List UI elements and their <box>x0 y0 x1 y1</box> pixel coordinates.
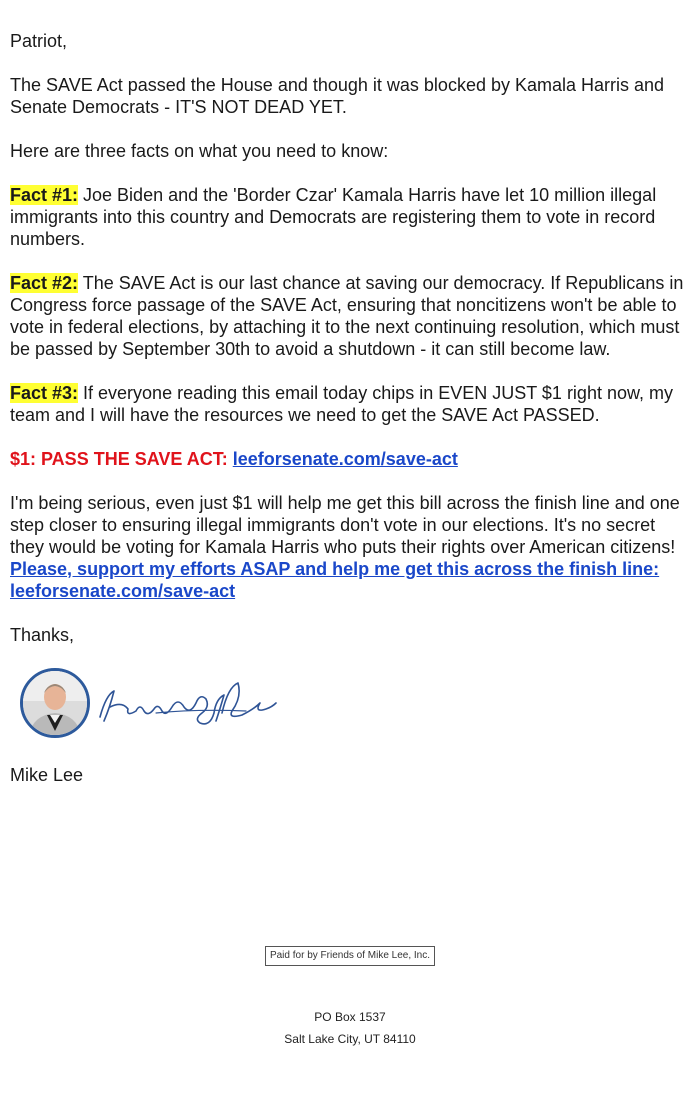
support-link[interactable]: Please, support my efforts ASAP and help me get this across the finish line: <box>10 559 660 579</box>
fact-3-text: If everyone reading this email today chips in EVEN JUST $1 right now, my team and I will have the resources we need to get the SAVE Act PASSED. <box>10 383 673 425</box>
address-line-1: PO Box 1537 <box>314 1010 386 1024</box>
fact-3 <box>10 382 690 426</box>
fact-3-label: Fact #3: <box>10 383 79 403</box>
fact-2 <box>10 272 690 360</box>
cta-link[interactable]: leeforsenate.com/save-act <box>232 449 458 469</box>
avatar <box>20 668 90 738</box>
greeting: Patriot, <box>10 31 68 51</box>
closing: Thanks, <box>10 625 75 645</box>
appeal-text: I'm being serious, even just $1 will help me get this bill across the finish line and one step closer to ensuring illegal immigrants don't vote in our elections. It's no secret they would be voting for Kamala Harris who puts their rights over American citizens! <box>10 493 680 557</box>
portrait-photo-icon <box>23 671 87 735</box>
support-url-link[interactable]: leeforsenate.com/save-act <box>10 581 236 601</box>
signature-icon <box>96 673 281 733</box>
cta-label: $1: PASS THE SAVE ACT: <box>10 449 228 469</box>
signature-block <box>20 668 690 738</box>
fact-1 <box>10 184 690 250</box>
sender-name: Mike Lee <box>10 765 84 785</box>
appeal-paragraph <box>10 492 690 602</box>
fact-2-text: The SAVE Act is our last chance at saving our democracy. If Republicans in Congress force passage of the SAVE Act, ensuring that noncitizens won't be able to vote in federal elections, by attaching it to the next continuing resolution, which must be passed by September 30th to avoid a shutdown - it can still become law. <box>10 273 684 359</box>
paid-for-disclaimer: Paid for by Friends of Mike Lee, Inc. <box>265 946 435 966</box>
intro-paragraph: The SAVE Act passed the House and though it was blocked by Kamala Harris and Senate Democrats - IT'S NOT DEAD YET. <box>10 75 665 117</box>
fact-1-text: Joe Biden and the 'Border Czar' Kamala Harris have let 10 million illegal immigrants into this country and Democrats are registering them to vote in record numbers. <box>10 185 657 249</box>
address-line-2: Salt Lake City, UT 84110 <box>284 1032 416 1046</box>
fact-2-label: Fact #2: <box>10 273 79 293</box>
footer <box>0 943 700 1050</box>
cta-line <box>10 448 690 470</box>
fact-1-label: Fact #1: <box>10 185 79 205</box>
facts-intro: Here are three facts on what you need to know: <box>10 141 389 161</box>
